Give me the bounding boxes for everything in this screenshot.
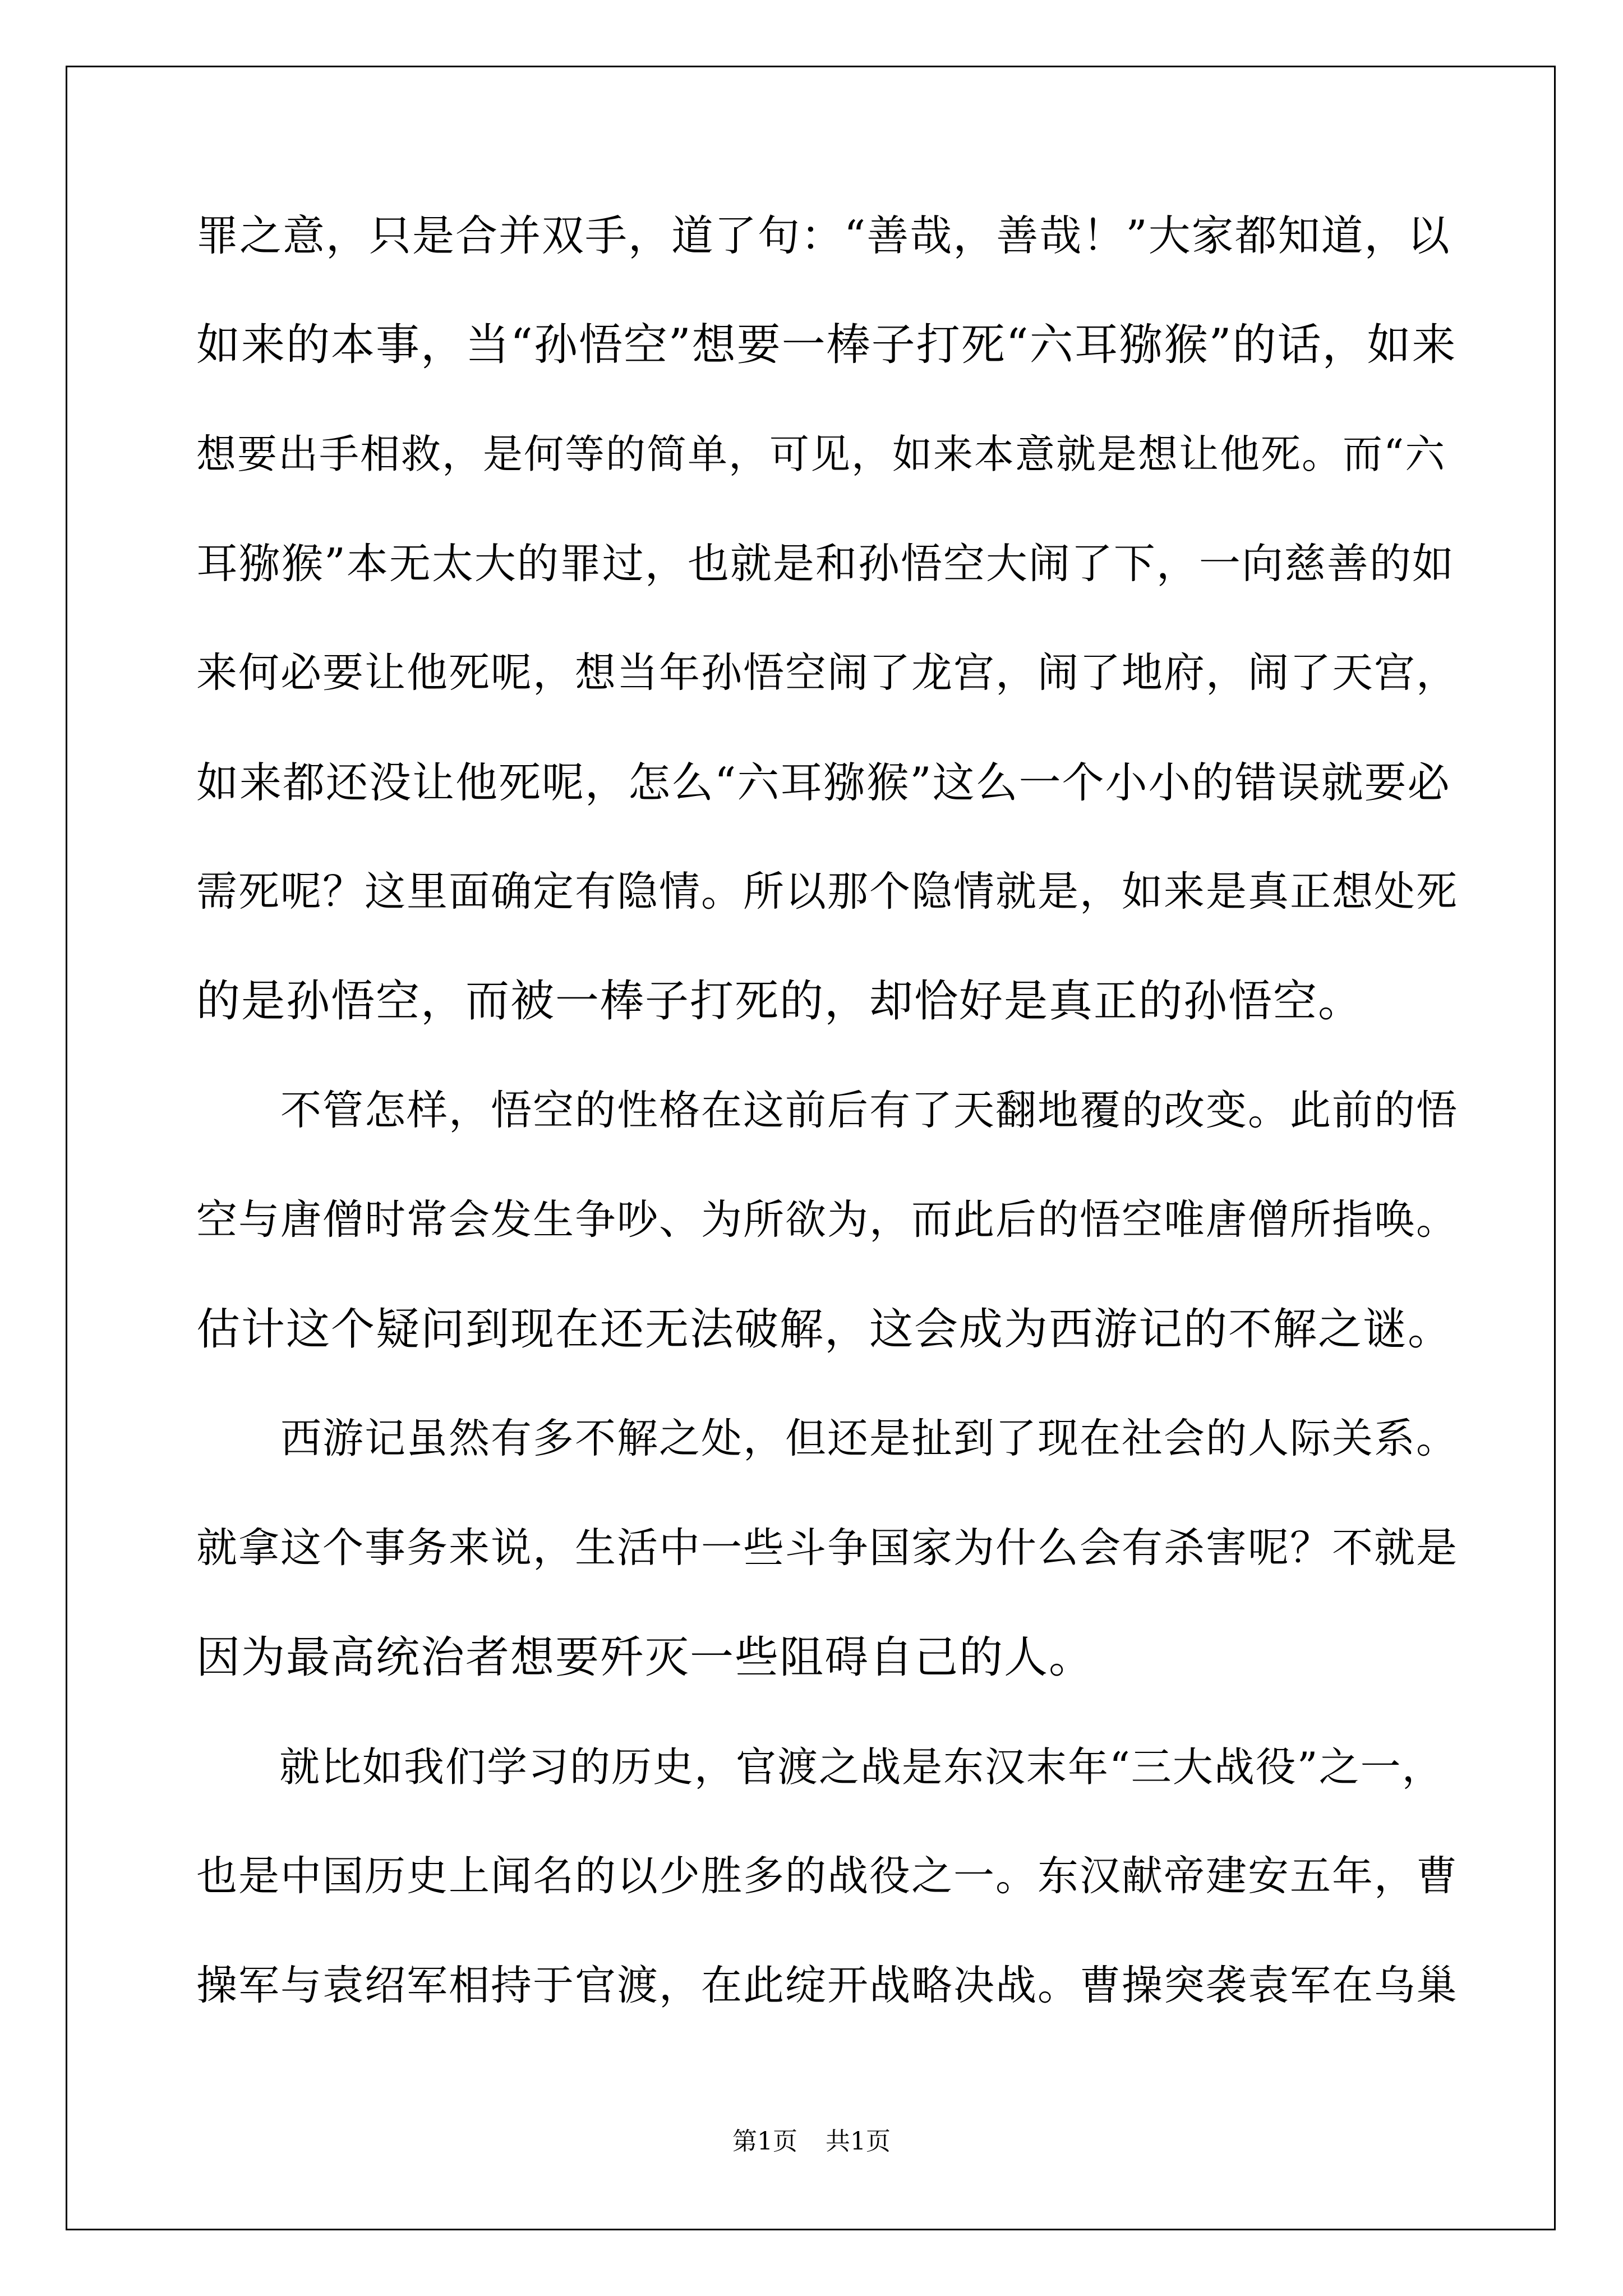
text-line: 如来都还没让他死呢，怎么“六耳猕猴”这么一个小小的错误就要必: [196, 758, 1451, 807]
text-line: 也是中国历史上闻名的以少胜多的战役之一。东汉献帝建安五年，曹: [196, 1852, 1458, 1900]
text-line: 需死呢？这里面确定有隐情。所以那个隐情就是，如来是真正想处死: [196, 868, 1458, 915]
text-line: 耳猕猴”本无太大的罪过，也就是和孙悟空大闹了下，一向慈善的如: [196, 540, 1455, 588]
text-line: 操军与袁绍军相持于官渡，在此绽开战略决战。曹操突袭袁军在乌巢: [196, 1962, 1458, 2009]
text-line: 因为最高统治者想要歼灭一些阻碍自己的人。: [196, 1632, 1094, 1683]
text-line: 如来的本事，当“孙悟空”想要一棒子打死“六耳猕猴”的话，如来: [196, 320, 1457, 370]
text-line: 不管怎样，悟空的性格在这前后有了天翻地覆的改变。此前的悟: [196, 1087, 1458, 1134]
page-footer: [0, 2126, 1623, 2157]
text-line: 空与唐僧时常会发生争吵、为所欲为，而此后的悟空唯唐僧所指唤。: [196, 1196, 1458, 1244]
text-line: 的是孙悟空，而被一棒子打死的，却恰好是真正的孙悟空。: [196, 976, 1363, 1027]
text-line: 罪之意，只是合并双手，道了句：“善哉，善哉！”大家都知道，以: [196, 211, 1451, 260]
text-line: 来何必要让他死呢，想当年孙悟空闹了龙宫，闹了地府，闹了天宫，: [196, 649, 1458, 697]
text-line: 估计这个疑问到现在还无法破解，这会成为西游记的不解之谜。: [196, 1304, 1453, 1355]
text-line: 想要出手相救，是何等的简单，可见，如来本意就是想让他死。而“六: [196, 431, 1446, 477]
page-number: 第1页: [732, 2127, 797, 2156]
page-border: [66, 66, 1556, 2230]
text-line: 就比如我们学习的历史，官渡之战是东汉末年“三大战役”之一，: [196, 1743, 1444, 1791]
page-total: 共1页: [826, 2127, 891, 2156]
text-line: 西游记虽然有多不解之处，但还是扯到了现在社会的人际关系。: [196, 1415, 1458, 1462]
text-line: 就拿这个事务来说，生活中一些斗争国家为什么会有杀害呢？不就是: [196, 1524, 1458, 1572]
